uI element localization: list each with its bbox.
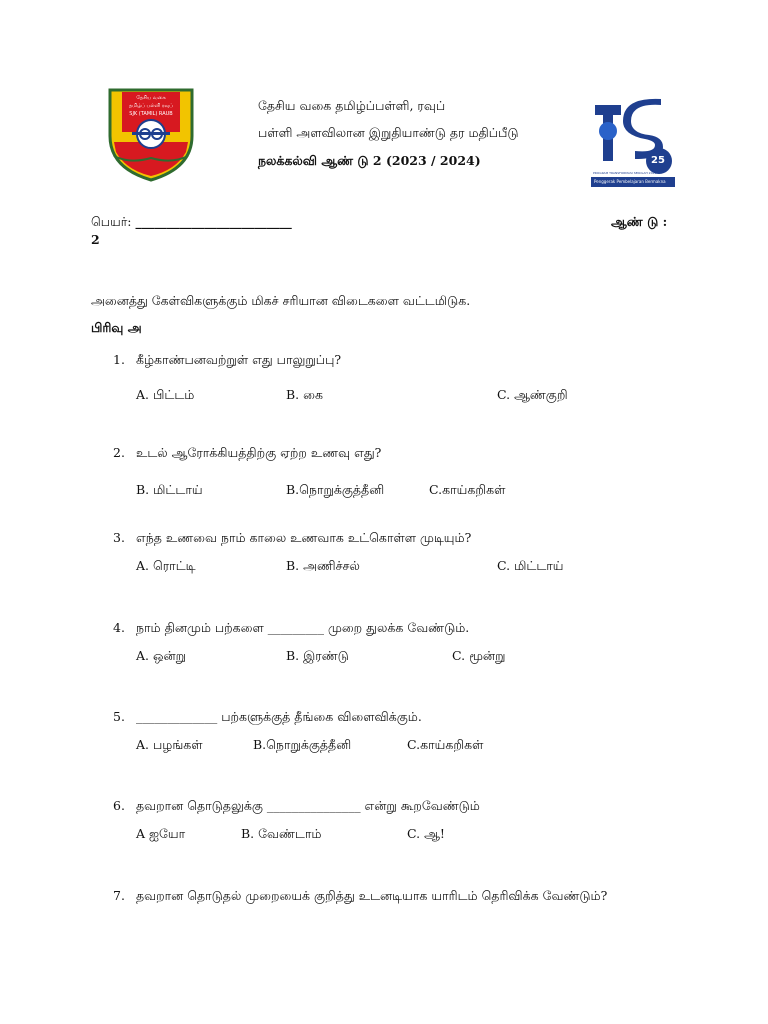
ts25-logo: [591, 95, 675, 187]
question-number: 1.: [113, 352, 125, 367]
option-a[interactable]: A. பழங்கள்: [136, 737, 203, 752]
question-text: _____________ பற்களுக்குத் தீங்கை விளைவிக்கும்.: [136, 709, 422, 724]
ts25-tagline: Penggerak Pembelajaran Bermakna: [594, 179, 666, 184]
subject-year-heading: நலக்கல்வி ஆண் டு 2 (2023 / 2024): [258, 153, 481, 168]
crest-text-line1: தேசிய வகை: [136, 95, 166, 101]
name-field[interactable]: [91, 214, 292, 230]
option-b[interactable]: B.நொறுக்குத்தீனி: [253, 737, 352, 752]
option-b[interactable]: B. கை: [286, 387, 323, 402]
instruction-text: அனைத்து கேள்விகளுக்கும் மிகச் சரியான விடைகளை வட்டமிடுக.: [91, 293, 471, 308]
option-a[interactable]: A ஐயோ: [136, 826, 186, 841]
question-number: 5.: [113, 709, 125, 724]
question-text: நாம் தினமும் பற்களை _________ முறை துலக்க வேண்டும்.: [136, 620, 470, 635]
option-c[interactable]: C. ஆ!: [407, 826, 445, 841]
option-c[interactable]: C. மிட்டாய்: [497, 558, 564, 573]
section-heading: பிரிவு அ: [91, 320, 142, 335]
question-number: 6.: [113, 798, 125, 813]
school-name-heading: தேசிய வகை தமிழ்ப்பள்ளி, ரவுப்: [258, 98, 446, 113]
option-a[interactable]: A. ரொட்டி: [136, 558, 196, 573]
option-b[interactable]: B. வேண்டாம்: [241, 826, 322, 841]
question-number: 4.: [113, 620, 125, 635]
question-text: தவறான தொடுதல் முறையைக் குறித்து உடனடியாக யாரிடம் தெரிவிக்க வேண்டும்?: [136, 888, 608, 903]
option-b[interactable]: B. இரண்டு: [286, 648, 349, 663]
year-value: 2: [91, 232, 100, 247]
option-c[interactable]: C. மூன்று: [452, 648, 506, 663]
question-text: உடல் ஆரோக்கியத்திற்கு ஏற்ற உணவு எது?: [136, 445, 382, 460]
option-b[interactable]: B. அணிச்சல்: [286, 558, 360, 573]
name-blank-line[interactable]: _________________________: [135, 214, 292, 229]
option-c[interactable]: C.காய்கறிகள்: [407, 737, 484, 752]
school-crest-logo: [106, 86, 196, 182]
question-number: 3.: [113, 530, 125, 545]
crest-text-line2: தமிழ்ப் பள்ளி ரவுப்: [129, 103, 173, 109]
option-b[interactable]: B.நொறுக்குத்தீனி: [286, 482, 385, 497]
assessment-title-heading: பள்ளி அளவிலான இறுதியாண்டு தர மதிப்பீடு: [258, 125, 519, 140]
question-number: 2.: [113, 445, 125, 460]
question-text: கீழ்காண்பனவற்றுள் எது பாலுறுப்பு?: [136, 352, 342, 367]
option-a[interactable]: A. ஒன்று: [136, 648, 187, 663]
name-label: பெயர்:: [91, 214, 132, 229]
question-text: எந்த உணவை நாம் காலை உணவாக உட்கொள்ள முடியும்?: [136, 530, 472, 545]
year-label: ஆண் டு :: [611, 214, 668, 229]
crest-text-line3: SJK (TAMIL) RAUB: [129, 111, 173, 117]
question-number: 7.: [113, 888, 125, 903]
question-text: தவறான தொடுதலுக்கு _______________ என்று கூறவேண்டும்: [136, 798, 480, 813]
ts25-number: 25: [651, 155, 665, 166]
option-c[interactable]: C.காய்கறிகள்: [429, 482, 506, 497]
option-a[interactable]: B. மிட்டாய்: [136, 482, 203, 497]
ts25-program-text: PROGRAM TRANSFORMASI SEKOLAH 2025: [593, 171, 657, 175]
option-c[interactable]: C. ஆண்குறி: [497, 387, 568, 402]
option-a[interactable]: A. பிட்டம்: [136, 387, 195, 402]
